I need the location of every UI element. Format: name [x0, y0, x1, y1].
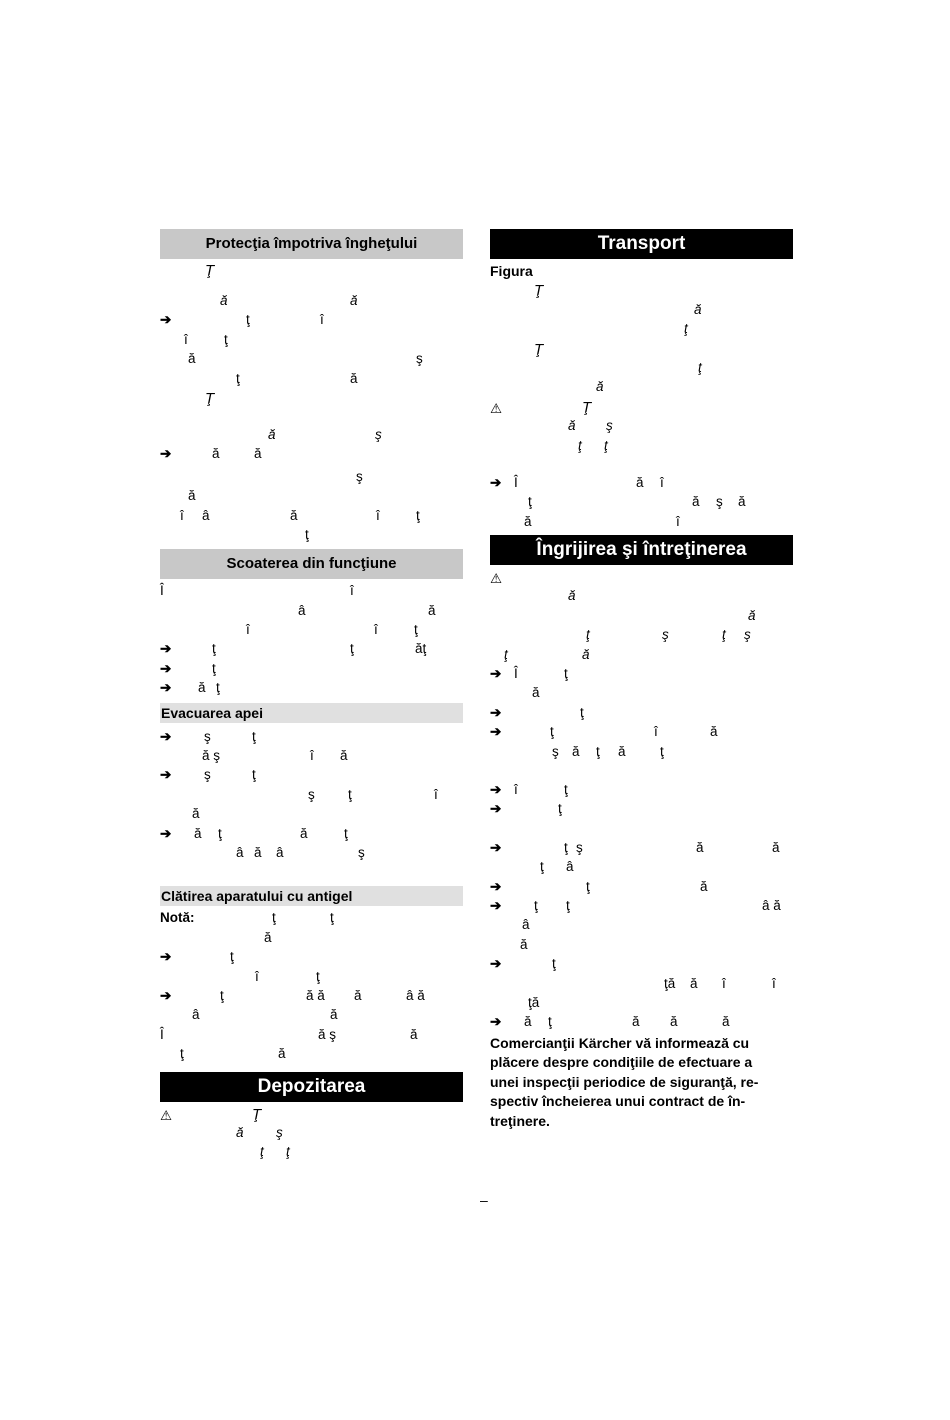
arrow-icon: ➔: [490, 474, 502, 490]
arrow-icon: ➔: [160, 446, 172, 462]
arrow-icon: ➔: [490, 839, 502, 855]
arrow-icon: ➔: [160, 312, 172, 328]
arrow-icon: ➔: [490, 897, 502, 913]
arrow-icon: ➔: [490, 666, 502, 682]
right-column: Transport Figura Ţ ă ţ Ţ ţ ă ⚠ Ţ ă ş ţ ţ ➔ Î ă î ţ ă ş ă ă î Îngrijirea şi întreţinerea ⚠ ă ă ţ ş ţ ş ţ ă ➔ Î ţ ă ➔ ţ ➔ ţ î ă ş ă ţ ă ţ ➔ î ţ ➔ ţ ➔ ţ ş ă ă ţ â ➔ ţ ă ➔ ţ ţ â ă â ă ➔ ţ ţă ă î î ţă ➔ ă ţ ă ă ă Comercianţii Kärcher vă informează cu plăcere despre condiţiile de efectuare a unei inspecţii periodice de siguranţă, re- spectiv încheierea unui contract de în- treţinere.: [490, 229, 793, 1131]
arrow-icon: ➔: [160, 641, 172, 657]
figure-label: Figura: [490, 263, 533, 279]
subheading-water-drain: Evacuarea apei: [160, 703, 463, 723]
warning-icon: ⚠: [490, 571, 503, 587]
left-column: Protecţia împotriva îngheţului Ţ ă ă ➔ ţ î î ţ ă ş ţ ă Ţ ă ş ➔ ă ă ş ă î â ă î ţ ţ Scoaterea din funcţiune Î î â ă î î ţ ➔ ţ ţ ăţ ➔ ţ ➔ ă ţ Evacuarea apei ➔ ş ţ ă ş î ă ➔ ş ţ ş ţ î ă ➔ ă ţ ă ţ â ă â ş Clătirea aparatului cu antigel Notă: ţ ţ ă ➔ ţ î ţ ➔ ţ ă ă ă â ă â ă Î ă ş ă ţ ă Depozitarea ⚠ Ţ ă ş ţ ţ: [160, 229, 463, 1164]
arrow-icon: ➔: [160, 767, 172, 783]
arrow-icon: ➔: [160, 728, 172, 744]
warning-icon: ⚠: [490, 400, 503, 416]
warning-icon: ⚠: [160, 1107, 173, 1123]
arrow-icon: ➔: [160, 987, 172, 1003]
section-heading-frost-protection: Protecţia împotriva îngheţului: [160, 229, 463, 259]
note-label: Notă:: [160, 910, 195, 926]
arrow-icon: ➔: [490, 781, 502, 797]
arrow-icon: ➔: [490, 801, 502, 817]
glyph: Ţ: [205, 262, 215, 279]
section-heading-transport: Transport: [490, 229, 793, 259]
section-heading-decommissioning: Scoaterea din funcţiune: [160, 549, 463, 579]
arrow-icon: ➔: [490, 878, 502, 894]
section-heading-care-maintenance: Îngrijirea şi întreţinerea: [490, 535, 793, 565]
arrow-icon: ➔: [160, 680, 172, 696]
arrow-icon: ➔: [490, 1014, 502, 1030]
arrow-icon: ➔: [160, 660, 172, 676]
arrow-icon: ➔: [160, 949, 172, 965]
page-number: –: [480, 1192, 488, 1208]
arrow-icon: ➔: [490, 956, 502, 972]
dealer-note: Comercianţii Kärcher vă informează cu plăcere despre condiţiile de efectuare a unei inspecţii periodice de siguranţă, re- spectiv încheierea unui contract de în- treţinere.: [490, 1034, 759, 1129]
subheading-antifreeze-rinse: Clătirea aparatului cu antigel: [160, 886, 463, 906]
section-heading-storage: Depozitarea: [160, 1072, 463, 1102]
arrow-icon: ➔: [490, 724, 502, 740]
arrow-icon: ➔: [160, 825, 172, 841]
arrow-icon: ➔: [490, 704, 502, 720]
